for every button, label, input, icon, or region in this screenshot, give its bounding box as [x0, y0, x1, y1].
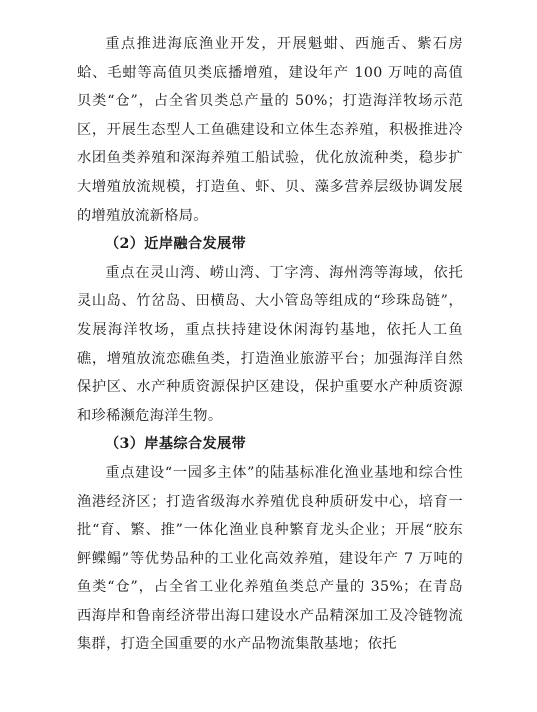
paragraph-nearshore-belt: 重点在灵山湾、崂山湾、丁字湾、海州湾等海域，依托灵山岛、竹岔岛、田横岛、大小管岛等组成的“珍珠岛链”，发展海洋牧场，重点扶持建设休闲海钓基地，依托人工鱼礁，增殖放流恋礁鱼类，打造渔业旅游平台；加强海洋自然保护区、水产种质资源保护区建设，保护重要水产种质资源和珍稀濒危海洋生物。 — [77, 264, 463, 424]
paragraph-seabed-fishery: 重点推进海底渔业开发，开展魁蚶、西施舌、紫石房蛤、毛蚶等高值贝类底播增殖，建设年产 100 万吨的高值贝类“仓”，占全省贝类总产量的 50%；打造海洋牧场示范区，开展生态型人工鱼礁建设和立体生态养殖，积极推进冷水团鱼类养殖和深海养殖工船试验，优化放流种类，稳步扩大增殖放流规模，打造鱼、虾、贝、藻多营养层级协调发展的增殖放流新格局。 — [77, 36, 463, 224]
heading-shore-based-belt: （3）岸基综合发展带 — [105, 436, 247, 453]
document-page — [77, 30, 463, 659]
heading-nearshore-belt: （2）近岸融合发展带 — [105, 236, 247, 253]
paragraph-shore-based-belt: 重点建设“一园多主体”的陆基标准化渔业基地和综合性渔港经济区；打造省级海水养殖优良种质研发中心，培育一批“育、繁、推”一体化渔业良种繁育龙头企业；开展“胶东鲆鲽鳎”等优势品种的工业化高效养殖，建设年产 7 万吨的鱼类“仓”，占全省工业化养殖鱼类总产量的 35%；在青岛西海岸和鲁南经济带出海口建设水产品精深加工及冷链物流集群，打造全国重要的水产品物流集散基地；依托 — [77, 464, 463, 653]
